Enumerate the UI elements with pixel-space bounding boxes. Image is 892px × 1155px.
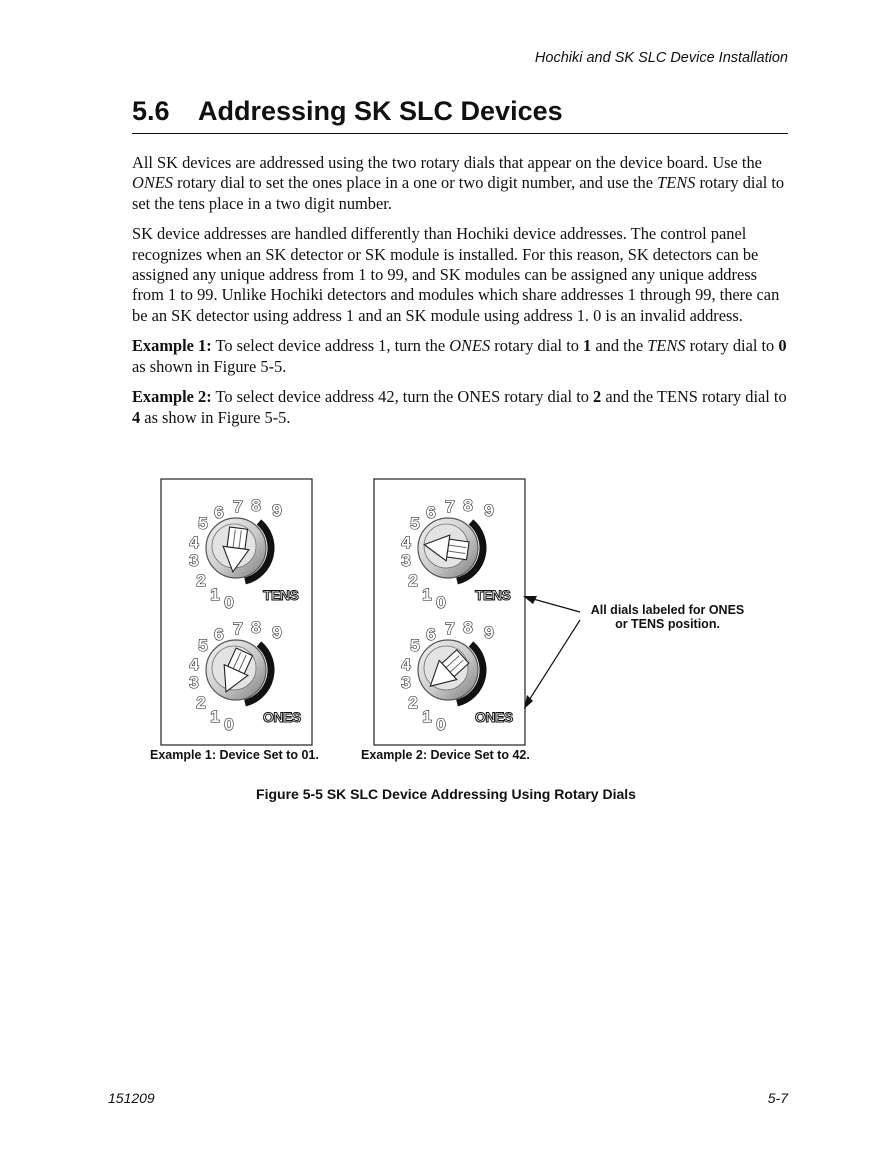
panel-1-label: Example 1: Device Set to 01. [150, 748, 319, 762]
panel-2-ones-digit-5: 5 [410, 636, 420, 655]
callout-text [585, 603, 750, 631]
callout-arrow-ones [526, 620, 580, 705]
panel-1-tens-label: TENS [263, 587, 299, 603]
paragraph-example-1: Example 1: To select device address 1, turn the ONES rotary dial to 1 and the TENS rotary dial to 0 as shown in Figure 5-5. [132, 336, 787, 376]
panel-1-tens-digit-4: 4 [189, 533, 199, 552]
panel-2-ones-digit-1: 1 [422, 707, 432, 726]
panel-1-ones-digit-7: 7 [233, 619, 243, 638]
paragraph-dials-intro: All SK devices are addressed using the two rotary dials that appear on the device board. Use the ONES rotary dial to set the ones place in a one or two digit number, and use the TENS rotary dial to set the tens place in a two digit number. [132, 153, 785, 213]
panel-1-ones-digit-0: 0 [224, 715, 234, 734]
figure-rotary-dials [0, 470, 892, 810]
panel-1-tens-digit-5: 5 [198, 514, 208, 533]
panel-1-ones-digit-6: 6 [214, 625, 224, 644]
panel-2-tens-digit-7: 7 [445, 497, 455, 516]
panel-2-ones-digit-0: 0 [436, 715, 446, 734]
panel-2-ones-digit-7: 7 [445, 619, 455, 638]
panel-1-tens-digit-1: 1 [210, 585, 220, 604]
panel-2-ones-digit-4: 4 [401, 655, 411, 674]
panel-2-ones-digit-9: 9 [484, 623, 494, 642]
panel-1-ones-digit-1: 1 [210, 707, 220, 726]
paragraph-address-handling: SK device addresses are handled differently than Hochiki device addresses. The control panel recognizes when an SK detector or SK module is installed. For this reason, SK detectors can be assigned any unique address from 1 to 99, and SK modules can be assigned any unique address from 1 to 99. Unlike Hochiki detectors and modules which share addresses 1 through 99, there can be an SK detector using address 1 and an SK module using address 1. 0 is an invalid address. [132, 224, 780, 325]
running-header: Hochiki and SK SLC Device Installation [534, 50, 788, 66]
panel-1-tens-digit-7: 7 [233, 497, 243, 516]
panel-1-tens-digit-2: 2 [196, 571, 206, 590]
panel-1-tens-digit-0: 0 [224, 593, 234, 612]
callout-line-1: All dials labeled for ONES [590, 603, 745, 617]
panel-2-ones-label: ONES [475, 709, 513, 725]
panel-1-tens-digit-6: 6 [214, 503, 224, 522]
panel-1-ones-digit-8: 8 [251, 618, 261, 637]
panel-2-tens-digit-3: 3 [401, 551, 411, 570]
panel-2-tens-digit-1: 1 [422, 585, 432, 604]
panel-2-ones-digit-6: 6 [426, 625, 436, 644]
figure-caption: Figure 5-5 SK SLC Device Addressing Using Rotary Dials [256, 786, 636, 802]
panel-1-tens-digit-3: 3 [189, 551, 199, 570]
panel-1-tens-digit-8: 8 [251, 496, 261, 515]
section-title: Addressing SK SLC Devices [198, 96, 563, 126]
callout-arrows [523, 596, 580, 709]
panel-2-tens-digit-4: 4 [401, 533, 411, 552]
panel-2-tens-digit-6: 6 [426, 503, 436, 522]
body-text [132, 153, 790, 439]
panel-2-tens-digit-8: 8 [463, 496, 473, 515]
paragraph-example-2: Example 2: To select device address 42, turn the ONES rotary dial to 2 and the TENS rotary dial to 4 as show in Figure 5-5. [132, 387, 787, 427]
panel-1-ones-digit-4: 4 [189, 655, 199, 674]
footer-page-number: 5-7 [767, 1090, 788, 1106]
section-heading [132, 96, 788, 134]
panel-2-tens-digit-0: 0 [436, 593, 446, 612]
panel-2-ones-digit-2: 2 [408, 693, 418, 712]
panel-1-ones-digit-2: 2 [196, 693, 206, 712]
panel-2-ones-digit-3: 3 [401, 673, 411, 692]
section-number: 5.6 [132, 96, 170, 126]
panel-2-tens-digit-2: 2 [408, 571, 418, 590]
panel-1-ones-label: ONES [263, 709, 301, 725]
panel-1-tens-digit-9: 9 [272, 501, 282, 520]
panel-2-label: Example 2: Device Set to 42. [361, 748, 530, 762]
panel-1-ones-digit-5: 5 [198, 636, 208, 655]
panel-2-tens-digit-5: 5 [410, 514, 420, 533]
panel-2-ones-digit-8: 8 [463, 618, 473, 637]
panel-2-tens-label: TENS [475, 587, 511, 603]
panel-1-ones-digit-9: 9 [272, 623, 282, 642]
panel-1-ones-digit-3: 3 [189, 673, 199, 692]
callout-line-2: or TENS position. [615, 617, 720, 631]
panel-2-tens-digit-9: 9 [484, 501, 494, 520]
footer-doc-number: 151209 [108, 1090, 155, 1106]
